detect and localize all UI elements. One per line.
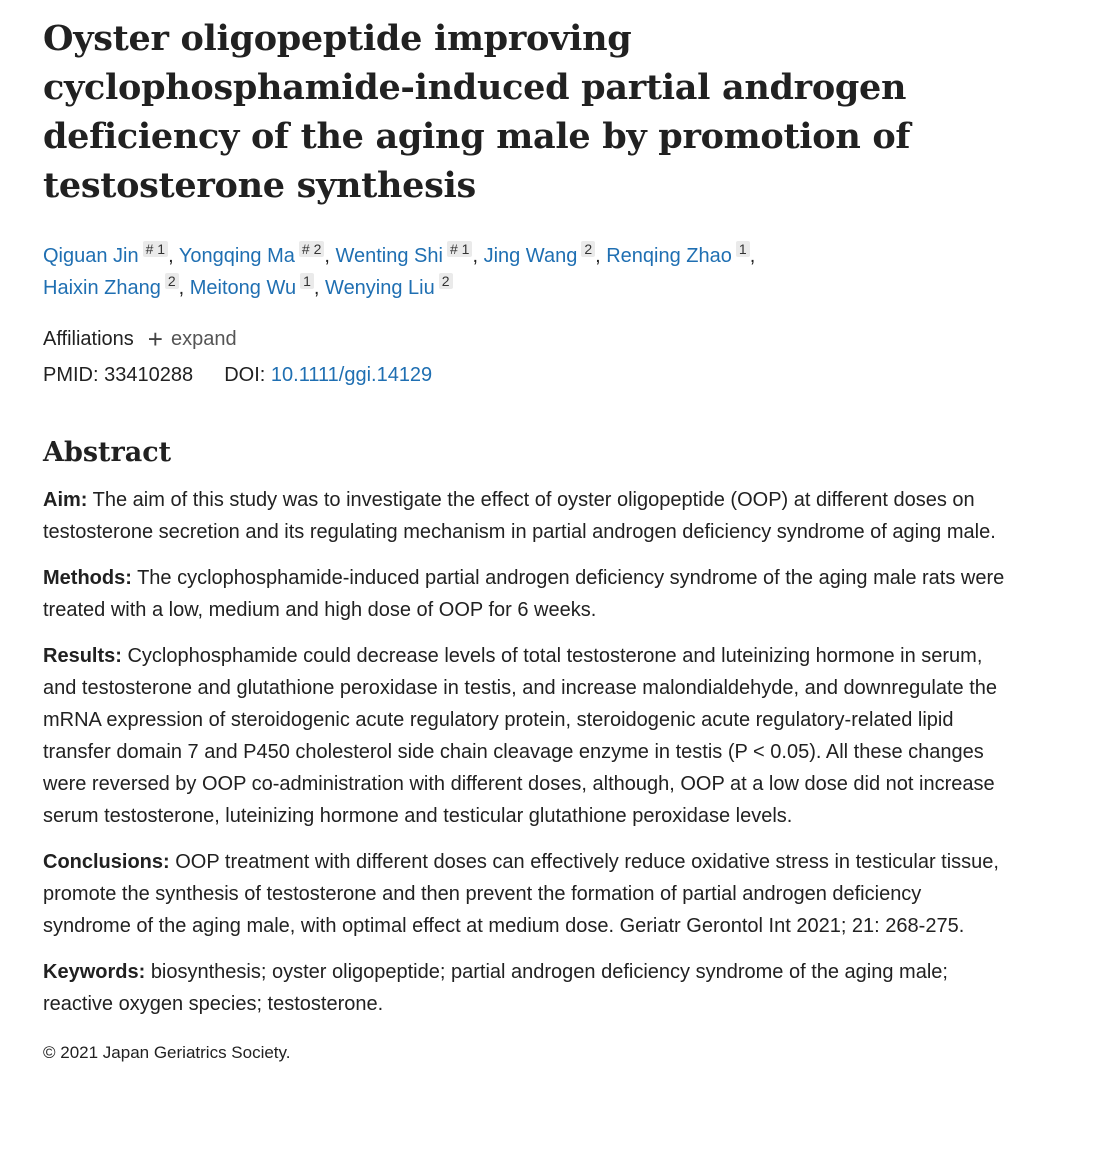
keywords-label: Keywords: [43,961,146,983]
author-affiliation-marks[interactable]: 2 [581,241,595,257]
author-link[interactable]: Meitong Wu [189,277,297,299]
abstract-conclusions [43,846,1013,942]
author-item [483,241,601,267]
author-item [335,241,478,267]
author-item [189,273,320,299]
keywords-text: biosynthesis; oyster oligopeptide; partial androgen deficiency syndrome of the aging male; reactive oxygen species; testosterone. [43,961,948,1015]
doi-link[interactable]: 10.1111/ggi.14129 [270,364,433,386]
author-affiliation-marks[interactable]: 2 [165,273,179,289]
conclusions-label: Conclusions: [43,851,170,873]
author-item [43,273,185,299]
results-text: Cyclophosphamide could decrease levels of total testosterone and luteinizing hormone in serum, and testosterone and glutathione peroxidase in testis, and increase malondialdehyde, and downregulate the mRNA expression of steroidogenic acute regulatory protein, steroidogenic acute regulatory-related lipid transfer domain 7 and P450 cholesterol side chain cleavage enzyme in testis (P < 0.05). All these changes were reversed by OOP co-administration with different doses, although, OOP at a low dose did not increase serum testosterone, luteinizing hormone and testicular glutathione peroxidase levels. [43,645,997,827]
author-separator: , [595,245,601,267]
abstract-aim [43,484,1013,548]
abstract-heading: Abstract [43,437,172,468]
author-link[interactable]: Wenying Liu [325,277,435,299]
doi-label: DOI: [224,364,266,386]
methods-text: The cyclophosphamide-induced partial androgen deficiency syndrome of the aging male rats were treated with a low, medium and high dose of OOP for 6 weeks. [43,567,1005,621]
author-link[interactable]: Haixin Zhang [43,277,161,299]
expand-affiliations-button[interactable] [148,324,237,354]
conclusions-text: OOP treatment with different doses can effectively reduce oxidative stress in testicular tissue, promote the synthesis of testosterone and then prevent the formation of partial androgen deficiency syndrome of the aging male, with optimal effect at medium dose. Geriatr Gerontol Int 2021; 21: 268-275. [43,851,999,937]
author-list [43,240,1043,304]
identifiers-row [43,360,1043,390]
author-separator: , [749,245,756,267]
abstract-results [43,640,1013,832]
aim-label: Aim: [43,489,88,511]
author-item [606,241,756,267]
author-affiliation-marks[interactable]: # 2 [299,241,324,257]
author-link[interactable]: Yongqing Ma [178,245,295,267]
affiliations-row [43,324,1043,354]
abstract-keywords [43,956,1013,1020]
author-item [43,241,174,267]
methods-label: Methods: [43,567,132,589]
affiliations-label: Affiliations [43,328,134,350]
author-link[interactable]: Wenting Shi [335,245,443,267]
pmid-label: PMID: [43,364,99,386]
article-title: Oyster oligopeptide improving cyclophosphamide-induced partial androgen deficiency of the aging male by promotion of testosterone synthesis [43,18,911,206]
author-affiliation-marks[interactable]: 1 [736,241,750,257]
author-link[interactable]: Qiguan Jin [43,245,139,267]
abstract-methods [43,562,1013,626]
plus-icon: + [147,324,163,354]
results-label: Results: [43,645,122,667]
author-affiliation-marks[interactable]: # 1 [447,241,472,257]
author-link[interactable]: Renqing Zhao [606,245,732,267]
expand-label: expand [170,328,237,350]
author-separator: , [313,277,320,299]
copyright-notice: © 2021 Japan Geriatrics Society. [43,1043,291,1062]
pmid-value: 33410288 [104,364,194,386]
aim-text: The aim of this study was to investigate the effect of oyster oligopeptide (OOP) at different doses on testosterone secretion and its regulating mechanism in partial androgen deficiency syndrome of aging male. [43,489,996,543]
author-separator: , [472,245,478,267]
author-link[interactable]: Jing Wang [483,245,578,267]
author-separator: , [324,245,330,267]
author-affiliation-marks[interactable]: 1 [300,273,314,289]
author-item [178,241,330,267]
author-item [325,273,453,299]
author-affiliation-marks[interactable]: 2 [439,273,453,289]
author-separator: , [178,277,185,299]
author-affiliation-marks[interactable]: # 1 [143,241,168,257]
author-separator: , [168,245,174,267]
